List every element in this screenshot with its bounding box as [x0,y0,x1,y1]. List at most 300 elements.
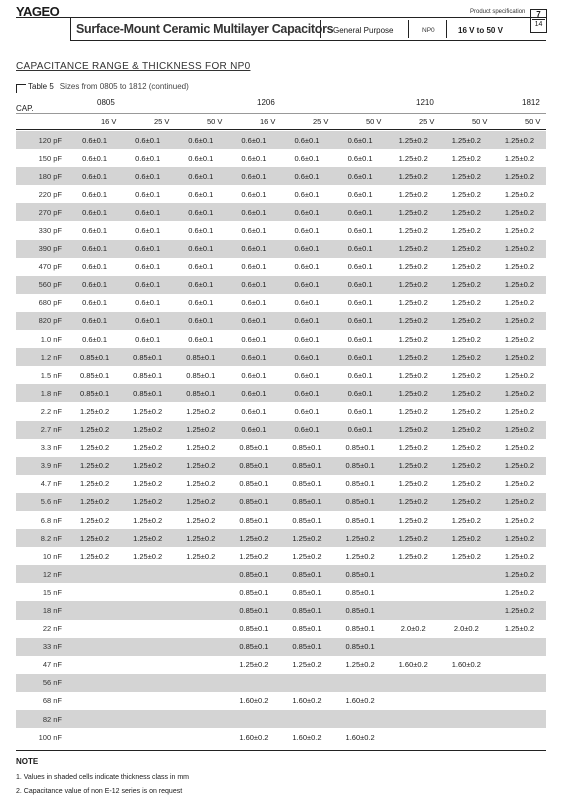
thickness-cell: 0.6±0.1 [227,330,280,348]
thickness-cell: 0.6±0.1 [68,221,121,239]
page-number-box [530,9,547,33]
thickness-cell: 0.6±0.1 [174,312,227,330]
thickness-cell [174,674,227,692]
thickness-cell: 1.25±0.2 [174,475,227,493]
thickness-cell: 1.25±0.2 [440,240,493,258]
thickness-cell: 1.25±0.2 [121,547,174,565]
thickness-cell: 0.6±0.1 [227,203,280,221]
thickness-cell: 1.25±0.2 [440,402,493,420]
thickness-cell: 1.25±0.2 [440,439,493,457]
thickness-cell: 1.25±0.2 [440,348,493,366]
cap-value: 68 nF [16,692,68,710]
thickness-cell: 0.85±0.1 [280,638,333,656]
cap-value: 4.7 nF [16,475,68,493]
thickness-cell: 0.85±0.1 [334,475,387,493]
thickness-cell [387,710,440,728]
thickness-cell: 0.85±0.1 [280,475,333,493]
header-rule [16,113,546,114]
cap-value: 120 pF [16,131,68,149]
page-total: 14 [534,21,543,28]
thickness-cell: 0.85±0.1 [174,348,227,366]
thickness-cell: 0.85±0.1 [334,601,387,619]
thickness-cell: 0.6±0.1 [334,384,387,402]
thickness-cell: 1.60±0.2 [440,656,493,674]
thickness-cell [174,692,227,710]
thickness-cell: 0.6±0.1 [334,330,387,348]
product-spec-label: Product specification [470,9,526,15]
thickness-cell: 0.6±0.1 [334,421,387,439]
thickness-cell: 0.85±0.1 [280,493,333,511]
thickness-cell: 0.85±0.1 [68,366,121,384]
thickness-cell [68,638,121,656]
thickness-cell: 0.6±0.1 [68,276,121,294]
thickness-cell: 0.85±0.1 [280,583,333,601]
thickness-cell [121,728,174,746]
voltage-header: 16 V [101,117,117,126]
thickness-cell: 1.25±0.2 [493,240,546,258]
thickness-cell: 0.6±0.1 [174,330,227,348]
thickness-cell: 1.25±0.2 [387,366,440,384]
thickness-cell [174,656,227,674]
cap-value: 470 pF [16,258,68,276]
thickness-cell: 1.25±0.2 [68,421,121,439]
table-row [16,511,546,529]
thickness-cell [174,583,227,601]
thickness-cell: 0.85±0.1 [227,601,280,619]
thickness-cell: 1.60±0.2 [387,656,440,674]
thickness-cell: 0.85±0.1 [227,511,280,529]
thickness-cell: 0.6±0.1 [280,312,333,330]
cap-value: 820 pF [16,312,68,330]
thickness-cell: 0.6±0.1 [68,312,121,330]
thickness-cell: 0.85±0.1 [121,384,174,402]
thickness-cell [121,692,174,710]
cap-value: 1.2 nF [16,348,68,366]
thickness-cell: 0.6±0.1 [280,149,333,167]
thickness-cell: 1.25±0.2 [334,547,387,565]
thickness-cell: 0.6±0.1 [227,312,280,330]
thickness-cell [387,565,440,583]
thickness-cell: 1.25±0.2 [174,457,227,475]
caption-bracket-icon [16,84,26,93]
thickness-cell [174,728,227,746]
thickness-cell: 1.25±0.2 [440,421,493,439]
cap-value: 2.7 nF [16,421,68,439]
table-caption [16,82,189,93]
thickness-cell: 1.25±0.2 [493,457,546,475]
thickness-cell: 1.25±0.2 [68,493,121,511]
thickness-cell: 0.6±0.1 [174,185,227,203]
cap-value: 150 pF [16,149,68,167]
size-header-1812: 1812 [522,98,540,107]
note-list [16,771,189,799]
thickness-cell: 1.25±0.2 [387,131,440,149]
header-divider [446,20,447,38]
thickness-cell [440,710,493,728]
thickness-cell: 0.85±0.1 [280,620,333,638]
thickness-cell: 0.85±0.1 [280,565,333,583]
thickness-cell: 1.25±0.2 [387,421,440,439]
voltage-header: 50 V [472,117,488,126]
thickness-cell: 0.85±0.1 [174,366,227,384]
cap-value: 8.2 nF [16,529,68,547]
thickness-cell: 1.25±0.2 [387,167,440,185]
thickness-cell: 0.85±0.1 [280,511,333,529]
thickness-cell: 1.25±0.2 [68,402,121,420]
thickness-cell: 0.6±0.1 [280,421,333,439]
thickness-cell: 0.85±0.1 [227,457,280,475]
thickness-cell: 1.25±0.2 [121,493,174,511]
thickness-cell: 1.25±0.2 [440,366,493,384]
thickness-cell: 2.0±0.2 [440,620,493,638]
table-row [16,439,546,457]
cap-value: 270 pF [16,203,68,221]
thickness-cell: 1.25±0.2 [493,348,546,366]
cap-value: 10 nF [16,547,68,565]
thickness-cell: 1.60±0.2 [334,728,387,746]
thickness-cell: 0.6±0.1 [174,240,227,258]
thickness-cell [440,674,493,692]
table-row [16,601,546,619]
thickness-cell: 1.25±0.2 [121,475,174,493]
thickness-cell: 0.6±0.1 [174,276,227,294]
thickness-cell: 1.25±0.2 [493,131,546,149]
table-row [16,674,546,692]
thickness-cell: 0.85±0.1 [280,457,333,475]
thickness-cell: 0.6±0.1 [280,131,333,149]
table-row [16,185,546,203]
table-row [16,240,546,258]
thickness-cell [121,565,174,583]
thickness-cell [227,710,280,728]
table-row [16,276,546,294]
table-row [16,529,546,547]
thickness-cell: 1.25±0.2 [440,457,493,475]
thickness-cell: 1.25±0.2 [68,457,121,475]
thickness-cell [121,656,174,674]
header-bottom-rule [70,40,546,41]
thickness-cell [493,692,546,710]
table-subtitle: Sizes from 0805 to 1812 (continued) [59,82,189,91]
table-row [16,258,546,276]
thickness-cell: 1.25±0.2 [493,529,546,547]
thickness-cell: 1.25±0.2 [121,402,174,420]
thickness-cell: 1.25±0.2 [227,529,280,547]
thickness-cell [121,710,174,728]
thickness-cell: 0.6±0.1 [121,185,174,203]
thickness-cell: 0.6±0.1 [227,221,280,239]
thickness-cell: 0.6±0.1 [334,185,387,203]
thickness-cell: 0.85±0.1 [174,384,227,402]
thickness-cell [493,710,546,728]
thickness-cell [440,565,493,583]
thickness-cell [334,674,387,692]
thickness-cell: 1.25±0.2 [440,276,493,294]
thickness-cell: 1.25±0.2 [440,131,493,149]
thickness-cell: 1.25±0.2 [493,330,546,348]
document-title: Surface-Mount Ceramic Multilayer Capacitors [76,22,334,36]
thickness-cell: 0.6±0.1 [121,167,174,185]
thickness-cell: 1.25±0.2 [174,529,227,547]
header-left-rule [70,17,71,41]
thickness-cell: 0.6±0.1 [227,384,280,402]
header-top-rule [16,17,546,18]
table-row [16,131,546,149]
thickness-cell: 1.25±0.2 [280,656,333,674]
thickness-cell: 1.25±0.2 [387,439,440,457]
cap-value: 15 nF [16,583,68,601]
thickness-cell: 0.6±0.1 [121,240,174,258]
cap-value: 22 nF [16,620,68,638]
thickness-cell: 0.6±0.1 [227,240,280,258]
thickness-cell: 0.6±0.1 [174,149,227,167]
thickness-cell [68,692,121,710]
thickness-cell: 0.6±0.1 [68,240,121,258]
thickness-cell [174,565,227,583]
table-row [16,330,546,348]
table-row [16,203,546,221]
thickness-cell: 1.25±0.2 [440,258,493,276]
thickness-cell: 0.6±0.1 [280,330,333,348]
thickness-cell: 1.25±0.2 [387,330,440,348]
thickness-cell: 0.85±0.1 [121,366,174,384]
thickness-cell: 1.60±0.2 [280,728,333,746]
thickness-cell: 1.25±0.2 [493,149,546,167]
thickness-cell: 0.6±0.1 [334,258,387,276]
thickness-cell [493,674,546,692]
size-header-1210: 1210 [416,98,434,107]
thickness-cell [174,638,227,656]
thickness-cell: 0.6±0.1 [68,185,121,203]
voltage-range-label: 16 V to 50 V [458,26,503,35]
table-row [16,547,546,565]
yageo-logo: YAGEO [16,4,60,19]
thickness-cell: 0.6±0.1 [174,258,227,276]
thickness-cell: 1.25±0.2 [493,167,546,185]
thickness-cell: 1.25±0.2 [440,185,493,203]
thickness-cell: 1.25±0.2 [493,493,546,511]
thickness-cell: 0.85±0.1 [227,583,280,601]
cap-value: 220 pF [16,185,68,203]
thickness-cell: 1.25±0.2 [493,221,546,239]
cap-value: 330 pF [16,221,68,239]
cap-value: 12 nF [16,565,68,583]
thickness-cell: 1.25±0.2 [493,583,546,601]
thickness-cell: 0.6±0.1 [68,167,121,185]
table-row [16,312,546,330]
table-row [16,583,546,601]
thickness-cell: 0.85±0.1 [227,565,280,583]
thickness-cell [68,674,121,692]
thickness-cell [387,601,440,619]
thickness-cell: 1.25±0.2 [440,149,493,167]
thickness-cell [334,710,387,728]
thickness-cell: 1.25±0.2 [280,547,333,565]
thickness-cell: 0.85±0.1 [334,565,387,583]
thickness-cell: 1.25±0.2 [387,384,440,402]
cap-value: 56 nF [16,674,68,692]
thickness-cell: 0.6±0.1 [280,167,333,185]
thickness-cell: 0.6±0.1 [174,203,227,221]
dielectric-label: NP0 [422,27,435,34]
thickness-cell: 0.6±0.1 [121,276,174,294]
table-row [16,638,546,656]
thickness-cell [387,674,440,692]
thickness-cell: 0.6±0.1 [334,203,387,221]
thickness-cell: 0.6±0.1 [227,276,280,294]
thickness-cell: 0.6±0.1 [227,167,280,185]
note-heading: NOTE [16,757,39,766]
table-row [16,475,546,493]
cap-value: 1.8 nF [16,384,68,402]
header-divider [408,20,409,38]
thickness-cell [68,583,121,601]
table-row [16,167,546,185]
thickness-cell: 0.6±0.1 [334,366,387,384]
thickness-cell: 0.85±0.1 [280,439,333,457]
thickness-cell: 0.6±0.1 [280,402,333,420]
thickness-cell: 1.25±0.2 [440,493,493,511]
thickness-cell: 0.6±0.1 [334,221,387,239]
thickness-cell: 2.0±0.2 [387,620,440,638]
thickness-cell: 1.25±0.2 [440,384,493,402]
thickness-cell: 1.25±0.2 [387,221,440,239]
thickness-cell [387,638,440,656]
thickness-cell [121,583,174,601]
thickness-cell: 1.25±0.2 [493,294,546,312]
thickness-cell: 0.6±0.1 [121,131,174,149]
thickness-cell: 0.6±0.1 [334,276,387,294]
thickness-cell: 0.6±0.1 [280,294,333,312]
cap-value: 680 pF [16,294,68,312]
thickness-cell [121,620,174,638]
thickness-cell: 0.85±0.1 [334,457,387,475]
thickness-cell [68,710,121,728]
purpose-label: General Purpose [333,26,394,35]
thickness-cell: 1.25±0.2 [121,529,174,547]
thickness-cell: 1.25±0.2 [68,529,121,547]
thickness-cell: 0.6±0.1 [121,258,174,276]
thickness-cell: 0.85±0.1 [68,384,121,402]
thickness-cell: 0.85±0.1 [227,439,280,457]
thickness-cell: 1.25±0.2 [387,149,440,167]
thickness-cell: 1.25±0.2 [440,529,493,547]
thickness-cell [174,710,227,728]
thickness-cell [174,601,227,619]
note-item: 2. Capacitance value of non E-12 series is on request [16,788,183,795]
cap-value: 47 nF [16,656,68,674]
thickness-cell: 0.6±0.1 [121,149,174,167]
table-row [16,620,546,638]
thickness-cell: 1.25±0.2 [440,167,493,185]
thickness-cell: 1.25±0.2 [493,203,546,221]
thickness-cell: 0.6±0.1 [68,294,121,312]
thickness-cell [280,710,333,728]
thickness-cell: 1.25±0.2 [387,348,440,366]
thickness-cell: 0.6±0.1 [227,149,280,167]
table-row [16,728,546,746]
table-row [16,692,546,710]
voltage-header: 50 V [366,117,382,126]
thickness-cell: 1.25±0.2 [440,547,493,565]
table-row [16,493,546,511]
voltage-header: 50 V [207,117,223,126]
thickness-cell: 1.25±0.2 [387,203,440,221]
capacitance-table [16,131,546,746]
section-title: CAPACITANCE RANGE & THICKNESS FOR NP0 [16,61,251,72]
voltage-header: 25 V [419,117,435,126]
table-row [16,656,546,674]
thickness-cell: 1.25±0.2 [174,511,227,529]
cap-value: 5.6 nF [16,493,68,511]
thickness-cell: 1.25±0.2 [121,439,174,457]
thickness-cell [440,583,493,601]
thickness-cell: 1.25±0.2 [334,529,387,547]
thickness-cell [280,674,333,692]
thickness-cell: 0.85±0.1 [280,601,333,619]
thickness-cell: 0.6±0.1 [121,294,174,312]
table-row [16,565,546,583]
thickness-cell: 0.6±0.1 [334,312,387,330]
thickness-cell: 1.25±0.2 [68,475,121,493]
thickness-cell: 0.6±0.1 [227,366,280,384]
thickness-cell: 1.25±0.2 [440,294,493,312]
thickness-cell: 1.25±0.2 [493,511,546,529]
thickness-cell: 1.25±0.2 [440,330,493,348]
thickness-cell [493,728,546,746]
page-number: 7 [536,10,541,19]
thickness-cell: 0.6±0.1 [227,294,280,312]
thickness-cell [68,601,121,619]
thickness-cell: 1.25±0.2 [440,511,493,529]
cap-value: 180 pF [16,167,68,185]
thickness-cell: 0.85±0.1 [334,583,387,601]
thickness-cell: 1.60±0.2 [280,692,333,710]
thickness-cell: 0.85±0.1 [334,638,387,656]
thickness-cell: 0.85±0.1 [227,493,280,511]
thickness-cell: 0.6±0.1 [174,221,227,239]
thickness-cell: 1.25±0.2 [493,421,546,439]
thickness-cell [387,692,440,710]
thickness-cell: 0.85±0.1 [68,348,121,366]
thickness-cell: 1.25±0.2 [493,258,546,276]
thickness-cell: 0.6±0.1 [280,185,333,203]
thickness-cell: 1.25±0.2 [387,185,440,203]
table-bottom-rule [16,750,546,751]
thickness-cell [121,674,174,692]
thickness-cell: 0.6±0.1 [334,294,387,312]
thickness-cell [68,656,121,674]
size-header-0805: 0805 [97,98,115,107]
thickness-cell: 1.25±0.2 [121,421,174,439]
thickness-cell [121,601,174,619]
cap-value: 560 pF [16,276,68,294]
thickness-cell: 0.6±0.1 [227,402,280,420]
thickness-cell: 0.6±0.1 [280,384,333,402]
thickness-cell: 1.25±0.2 [387,258,440,276]
thickness-cell: 1.25±0.2 [387,294,440,312]
thickness-cell: 1.25±0.2 [68,439,121,457]
thickness-cell [440,601,493,619]
thickness-cell: 0.6±0.1 [280,240,333,258]
cap-value: 6.8 nF [16,511,68,529]
thickness-cell: 1.25±0.2 [493,439,546,457]
thickness-cell: 1.60±0.2 [334,692,387,710]
thickness-cell: 1.25±0.2 [493,366,546,384]
thickness-cell: 0.6±0.1 [334,402,387,420]
cap-value: 390 pF [16,240,68,258]
thickness-cell: 1.25±0.2 [227,547,280,565]
